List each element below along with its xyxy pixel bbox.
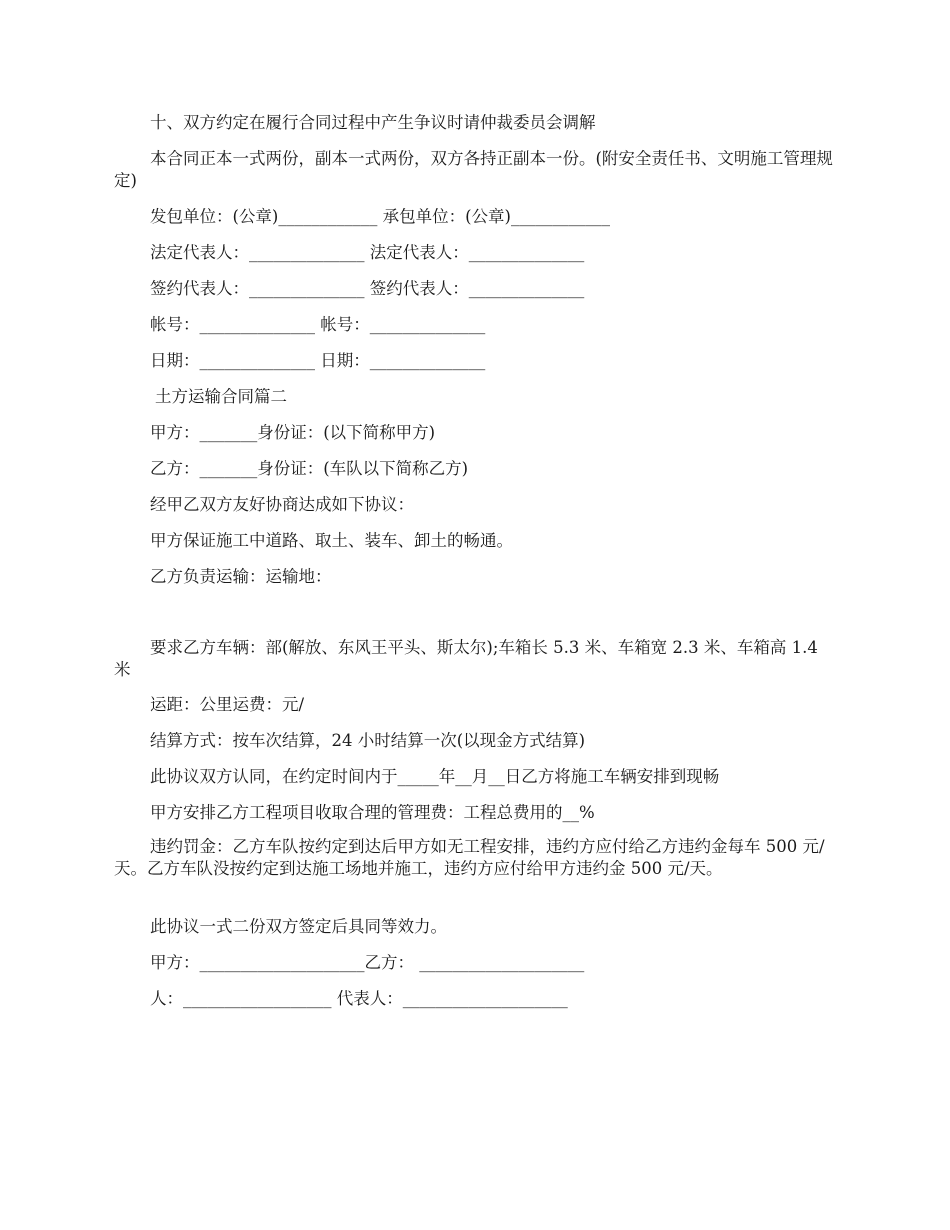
party-b-line: 乙方：_______身份证：(车队以下简称乙方) — [150, 459, 469, 478]
party-b-obligation: 乙方负责运输：运输地： — [150, 567, 332, 586]
signature-line-legal-rep: 法定代表人：______________ 法定代表人：______________ — [150, 243, 585, 262]
validity-clause: 此协议一式二份双方签定后具同等效力。 — [150, 917, 447, 936]
clause-ten: 十、双方约定在履行合同过程中产生争议时请仲裁委员会调解 — [150, 113, 596, 132]
copies-paragraph: 本合同正本一式两份，副本一式两份，双方各持正副本一份。(附安全责任书、文明施工管理规定) — [114, 149, 833, 190]
section-title: 土方运输合同篇二 — [155, 387, 287, 406]
settlement-method: 结算方式：按车次结算，24 小时结算一次(以现金方式结算) — [150, 731, 586, 750]
signature-parties: 甲方：____________________乙方： ____________________ — [150, 953, 585, 972]
signature-line-unit: 发包单位：(公章)____________ 承包单位：(公章)____________ — [150, 207, 610, 226]
vehicle-requirement: 要求乙方车辆：部(解放、东风王平头、斯太尔);车箱长 5.3 米、车箱宽 2.3 米、车箱高 1.4 米 — [114, 638, 818, 679]
signature-representatives: 人：__________________ 代表人：____________________ — [150, 989, 568, 1008]
agreement-intro: 经甲乙双方友好协商达成如下协议： — [150, 495, 414, 514]
penalty-clause: 违约罚金：乙方车队按约定到达后甲方如无工程安排，违约方应付给乙方违约金每车 500 元/天。乙方车队没按约定到达施工场地并施工，违约方应付给甲方违约金 500 元/天。 — [114, 837, 825, 878]
signature-line-signing-rep: 签约代表人：______________ 签约代表人：______________ — [150, 279, 585, 298]
schedule-clause: 此协议双方认同，在约定时间内于_____年__月__日乙方将施工车辆安排到现畅 — [150, 767, 720, 786]
signature-line-account: 帐号：______________ 帐号：______________ — [150, 315, 486, 334]
management-fee: 甲方安排乙方工程项目收取合理的管理费：工程总费用的__% — [150, 803, 595, 822]
signature-line-date: 日期：______________ 日期：______________ — [150, 351, 486, 370]
party-a-obligation: 甲方保证施工中道路、取土、装车、卸土的畅通。 — [150, 531, 513, 550]
distance-fee: 运距：公里运费：元/ — [150, 695, 305, 714]
party-a-line: 甲方：_______身份证：(以下简称甲方) — [150, 423, 436, 442]
